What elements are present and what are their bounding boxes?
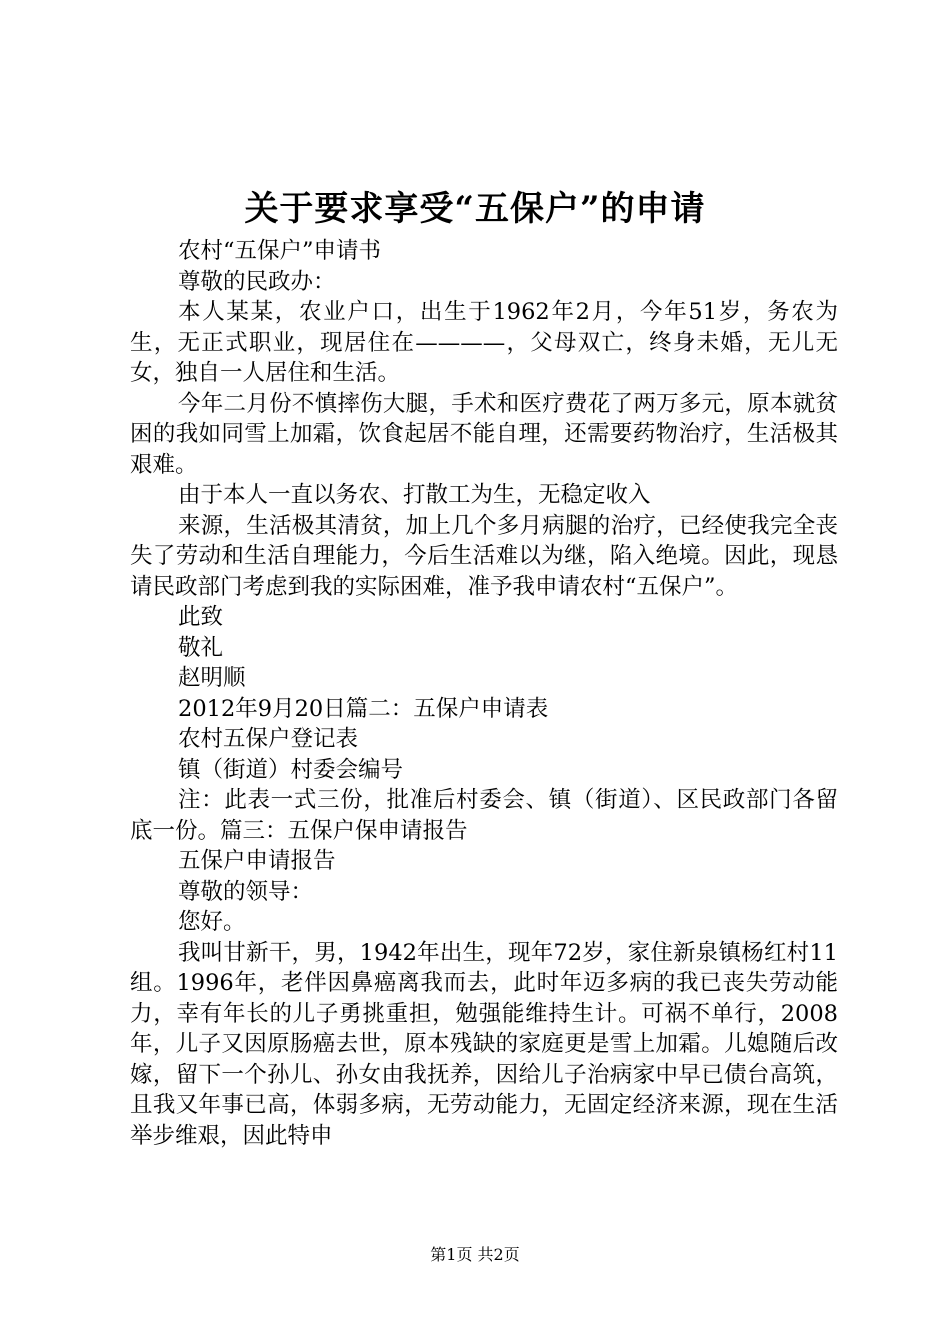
paragraph: 本人某某，农业户口，出生于1962年2月，今年51岁，务农为生，无正式职业，现居住在————，父母双亡，终身未婚，无儿无女，独自一人居住和生活。 xyxy=(130,299,838,386)
paragraph: 农村“五保户”申请书 xyxy=(178,238,382,264)
paragraph: 农村五保户登记表 xyxy=(178,726,359,752)
paragraph: 您好。 xyxy=(178,909,246,935)
paragraph: 尊敬的民政办： xyxy=(178,268,336,295)
document-body xyxy=(130,236,838,1151)
paragraph: 来源，生活极其清贫，加上几个多月病腿的治疗，已经使我完全丧失了劳动和生活自理能力，今后生活难以为继，陷入绝境。因此，现恳请民政部门考虑到我的实际困难，准予我申请农村“五保户”。 xyxy=(130,512,838,600)
paragraph: 敬礼 xyxy=(178,634,224,661)
paragraph: 2012年9月20日篇二：五保户申请表 xyxy=(178,695,549,722)
paragraph: 此致 xyxy=(178,604,224,630)
paragraph: 今年二月份不慎摔伤大腿，手术和医疗费花了两万多元，原本就贫困的我如同雪上加霜，饮食起居不能自理，还需要药物治疗，生活极其艰难。 xyxy=(130,390,838,478)
paragraph: 尊敬的领导： xyxy=(178,878,314,905)
page-number-footer: 第1页 共2页 xyxy=(430,1245,520,1264)
document-title: 关于要求享受“五保户”的申请 xyxy=(244,189,706,229)
paragraph: 五保户申请报告 xyxy=(178,848,336,874)
paragraph: 赵明顺 xyxy=(178,665,246,691)
paragraph: 由于本人一直以务农、打散工为生，无稳定收入 xyxy=(178,482,651,508)
paragraph: 我叫甘新干，男，1942年出生，现年72岁，家住新泉镇杨红村11组。1996年，老伴因鼻癌离我而去，此时年迈多病的我已丧失劳动能力，幸有年长的儿子勇挑重担，勉强能维持生计。可祸不单行，2008年，儿子又因原肠癌去世，原本残缺的家庭更是雪上加霜。儿媳随后改嫁，留下一个孙儿、孙女由我抚养，因给儿子治病家中早已债台高筑，且我又年事已高，体弱多病，无劳动能力，无固定经济来源，现在生活举步维艰，因此特申 xyxy=(130,939,838,1149)
paragraph: 镇（街道）村委会编号 xyxy=(178,756,404,783)
paragraph: 注：此表一式三份，批准后村委会、镇（街道）、区民政部门各留底一份。篇三：五保户保申请报告 xyxy=(130,787,838,844)
